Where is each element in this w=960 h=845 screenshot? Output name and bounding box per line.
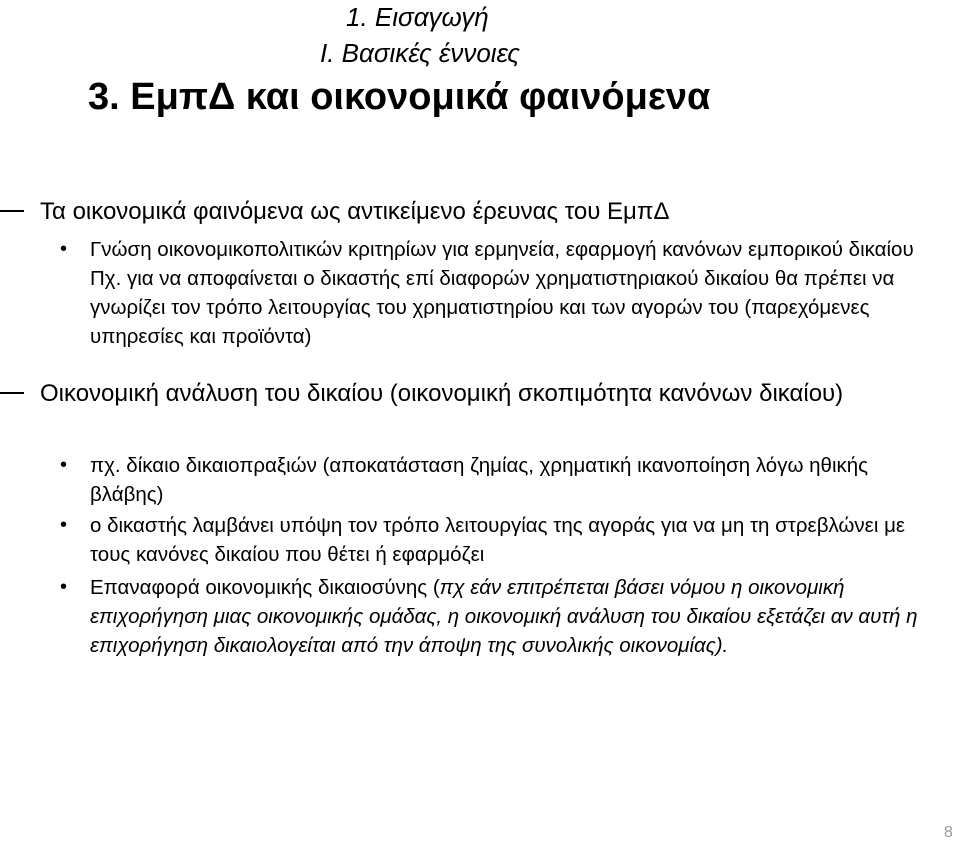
page-number: 8 (944, 824, 953, 841)
bullet-text-lead: Επαναφορά οικονομικής δικαιοσύνης ( (90, 576, 440, 599)
bullet-text: πχ. δίκαιο δικαιοπραξιών (αποκατάσταση ζημίας, χρηματική ικανοποίηση λόγω ηθικής βλάβης) (90, 454, 869, 506)
topic-2-heading: Οικονομική ανάλυση του δικαίου (οικονομική σκοπιμότητα κανόνων δικαίου) (40, 380, 844, 407)
topic-1-heading: Τα οικονομικά φαινόμενα ως αντικείμενο έρευνας του ΕμπΔ (40, 198, 670, 225)
topic-2 (0, 378, 940, 409)
bullet-text-italic: πχ εάν επιτρέπεται βάσει νόμου η οικονομική επιχορήγηση μιας οικονομικής ομάδας, η οικονομική ανάλυση του δικαίου εξετάζει αν αυτή η επιχορήγηση δικαιολογείται από την άποψη της συνολικής οικονομίας). (90, 576, 918, 657)
bullet-marker: • (60, 238, 68, 260)
topic-1 (0, 196, 940, 227)
bullet-marker: • (60, 514, 68, 536)
section-heading: Ι. Βασικές έννοιες (320, 38, 520, 68)
topic-2-bullet-2 (60, 511, 940, 569)
dash-marker (0, 392, 24, 394)
topic-1-bullet-1 (60, 235, 940, 351)
topic-2-bullet-1 (60, 451, 940, 509)
bullet-text: ο δικαστής λαμβάνει υπόψη τον τρόπο λειτουργίας της αγοράς για να μη τη στρεβλώνει με τους κανόνες δικαίου που θέτει ή εφαρμόζει (90, 514, 906, 566)
bullet-marker: • (60, 576, 68, 598)
bullet-text: Γνώση οικονομικοπολιτικών κριτηρίων για ερμηνεία, εφαρμογή κανόνων εμπορικού δικαίου Πχ. για να αποφαίνεται ο δικαστής επί διαφορών χρηματιστηριακού δικαίου θα πρέπει να γνωρίζει τον τρόπο λειτουργίας του χρηματιστηρίου και των αγορών του (παρεχόμενες υπηρεσίες και προϊόντα) (90, 238, 914, 348)
dash-marker (0, 210, 24, 212)
slide-title: 3. ΕμπΔ και οικονομικά φαινόμενα (88, 76, 711, 118)
chapter-heading: 1. Εισαγωγή (346, 2, 489, 32)
bullet-marker: • (60, 454, 68, 476)
bullet-text (90, 573, 940, 660)
topic-2-bullet-3 (60, 573, 940, 660)
